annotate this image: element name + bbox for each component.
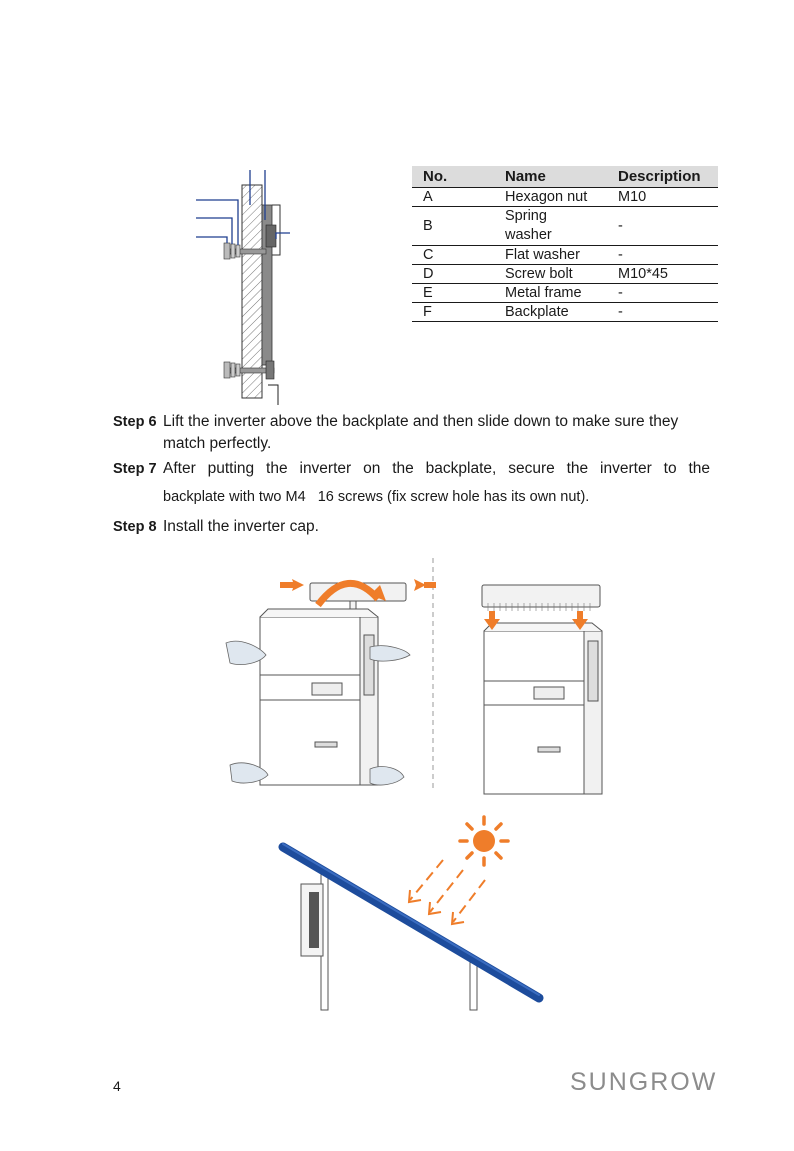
table-cell-desc: -: [607, 207, 718, 246]
step-8-line-1: Install the inverter cap.: [163, 518, 319, 535]
table-cell-no: C: [412, 246, 494, 265]
table-cell-no: F: [412, 303, 494, 322]
table-cell-no: B: [412, 207, 494, 246]
parts-table: [412, 166, 718, 322]
table-cell-desc: -: [607, 284, 718, 303]
table-cell-name: Screw bolt: [494, 265, 607, 284]
step-6-line-2: match perfectly.: [163, 435, 272, 452]
step-6-label: Step 6: [113, 414, 157, 430]
post-right: [470, 962, 477, 1010]
header-description: Description: [607, 166, 718, 188]
inverter-right: [482, 585, 602, 794]
step-7-line-2: backplate with two M4 16 screws (fix screw hole has its own nut).: [163, 489, 590, 505]
page-number: 4: [113, 1078, 121, 1094]
table-cell-name: Backplate: [494, 303, 607, 322]
table-cell-name: Hexagon nut: [494, 188, 607, 207]
sun-rays: [410, 860, 485, 922]
step-7: [113, 458, 713, 510]
step-6-line-1: Lift the inverter above the backplate and then slide down to make sure they: [163, 413, 679, 430]
table-row: [412, 246, 718, 265]
sun-icon: [460, 817, 508, 865]
inverter-left: [260, 583, 406, 785]
bolt-assembly-diagram: [190, 165, 300, 405]
table-cell-desc: -: [607, 303, 718, 322]
table-row: [412, 207, 718, 246]
table-cell-no: E: [412, 284, 494, 303]
step-6: [113, 411, 713, 455]
table-cell-desc: -: [607, 246, 718, 265]
table-cell-desc: M10: [607, 188, 718, 207]
table-row: [412, 188, 718, 207]
table-header-row: [412, 166, 718, 188]
step-8: [113, 516, 713, 538]
table-cell-no: A: [412, 188, 494, 207]
step-7-label: Step 7: [113, 461, 157, 477]
header-no: No.: [412, 166, 494, 188]
table-cell-name: Spring washer: [494, 207, 607, 246]
sungrow-logo: SUNGROW: [570, 1068, 718, 1096]
sun-shade-illustration: [275, 812, 545, 1017]
table-cell-name: Flat washer: [494, 246, 607, 265]
step-8-text: [163, 516, 710, 538]
table-cell-no: D: [412, 265, 494, 284]
backplate-section: [242, 185, 262, 398]
inverter-cap-installation-illustration: [220, 555, 620, 800]
table-cell-name: Metal frame: [494, 284, 607, 303]
table-cell-desc: M10*45: [607, 265, 718, 284]
step-8-label: Step 8: [113, 519, 157, 535]
table-row: [412, 265, 718, 284]
table-row: [412, 284, 718, 303]
step-6-text: [163, 411, 710, 455]
table-row: [412, 303, 718, 322]
step-7-text: [163, 458, 710, 508]
step-7-line-1: After putting the inverter on the backplate, secure the inverter to the: [163, 460, 710, 477]
header-name: Name: [494, 166, 607, 188]
